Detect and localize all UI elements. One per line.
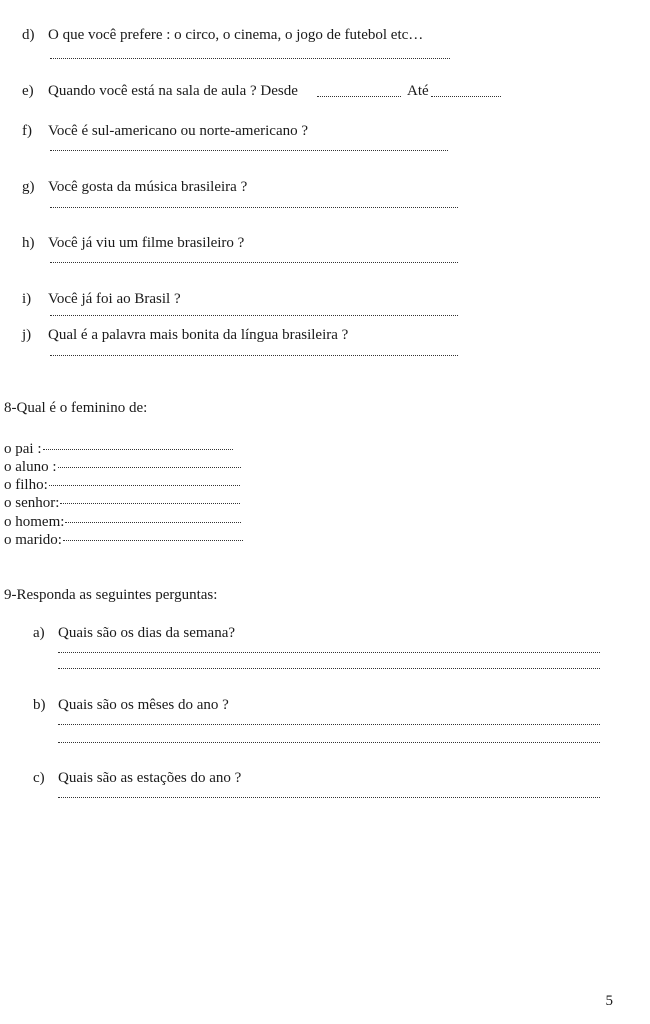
answer-line[interactable] bbox=[60, 503, 240, 504]
answer-line[interactable] bbox=[58, 668, 600, 669]
answer-line[interactable] bbox=[50, 150, 448, 151]
feminine-word: o aluno : bbox=[4, 459, 57, 475]
item-e-ate-label: Até bbox=[407, 83, 429, 99]
feminine-row bbox=[4, 495, 240, 512]
item-d-letter: d) bbox=[22, 27, 35, 43]
feminine-word: o filho: bbox=[4, 477, 48, 493]
answer-line[interactable] bbox=[63, 540, 243, 541]
section-8-title: 8-Qual é o feminino de: bbox=[4, 400, 148, 416]
page-number: 5 bbox=[605, 993, 613, 1009]
item-g-question: Você gosta da música brasileira ? bbox=[48, 179, 248, 195]
item-b-letter: b) bbox=[33, 697, 46, 713]
feminine-word: o homem: bbox=[4, 514, 65, 530]
answer-line[interactable] bbox=[50, 315, 458, 316]
feminine-row bbox=[4, 514, 241, 531]
item-e-question: Quando você está na sala de aula ? Desde bbox=[48, 83, 298, 99]
feminine-row bbox=[4, 459, 241, 476]
item-j-letter: j) bbox=[22, 327, 32, 343]
item-d-question: O que você prefere : o circo, o cinema, o jogo de futebol etc… bbox=[48, 27, 424, 43]
answer-line[interactable] bbox=[50, 355, 458, 356]
feminine-row bbox=[4, 477, 240, 494]
item-i-letter: i) bbox=[22, 291, 32, 307]
feminine-row bbox=[4, 532, 243, 549]
answer-line-ate[interactable] bbox=[431, 96, 501, 97]
feminine-word: o pai : bbox=[4, 441, 42, 457]
feminine-word: o marido: bbox=[4, 532, 62, 548]
item-b-question: Quais são os mêses do ano ? bbox=[58, 697, 229, 713]
answer-line[interactable] bbox=[65, 522, 241, 523]
item-c-letter: c) bbox=[33, 770, 45, 786]
item-f-letter: f) bbox=[22, 123, 32, 139]
item-a-question: Quais são os dias da semana? bbox=[58, 625, 236, 641]
item-j-question: Qual é a palavra mais bonita da língua brasileira ? bbox=[48, 327, 349, 343]
answer-line[interactable] bbox=[50, 262, 458, 263]
answer-line[interactable] bbox=[50, 58, 450, 59]
answer-line[interactable] bbox=[58, 797, 600, 798]
item-e-letter: e) bbox=[22, 83, 34, 99]
item-i-question: Você já foi ao Brasil ? bbox=[48, 291, 181, 307]
answer-line[interactable] bbox=[50, 207, 458, 208]
item-g-letter: g) bbox=[22, 179, 35, 195]
answer-line[interactable] bbox=[58, 467, 241, 468]
answer-line[interactable] bbox=[58, 742, 600, 743]
item-h-letter: h) bbox=[22, 235, 35, 251]
section-9-title: 9-Responda as seguintes perguntas: bbox=[4, 587, 218, 603]
answer-line[interactable] bbox=[49, 485, 240, 486]
answer-line[interactable] bbox=[43, 449, 233, 450]
feminine-row bbox=[4, 441, 233, 458]
answer-line[interactable] bbox=[58, 652, 600, 653]
item-a-letter: a) bbox=[33, 625, 45, 641]
item-c-question: Quais são as estações do ano ? bbox=[58, 770, 242, 786]
answer-line[interactable] bbox=[58, 724, 600, 725]
item-h-question: Você já viu um filme brasileiro ? bbox=[48, 235, 245, 251]
feminine-word: o senhor: bbox=[4, 495, 60, 511]
item-f-question: Você é sul-americano ou norte-americano ? bbox=[48, 123, 309, 139]
answer-line-desde[interactable] bbox=[317, 96, 401, 97]
